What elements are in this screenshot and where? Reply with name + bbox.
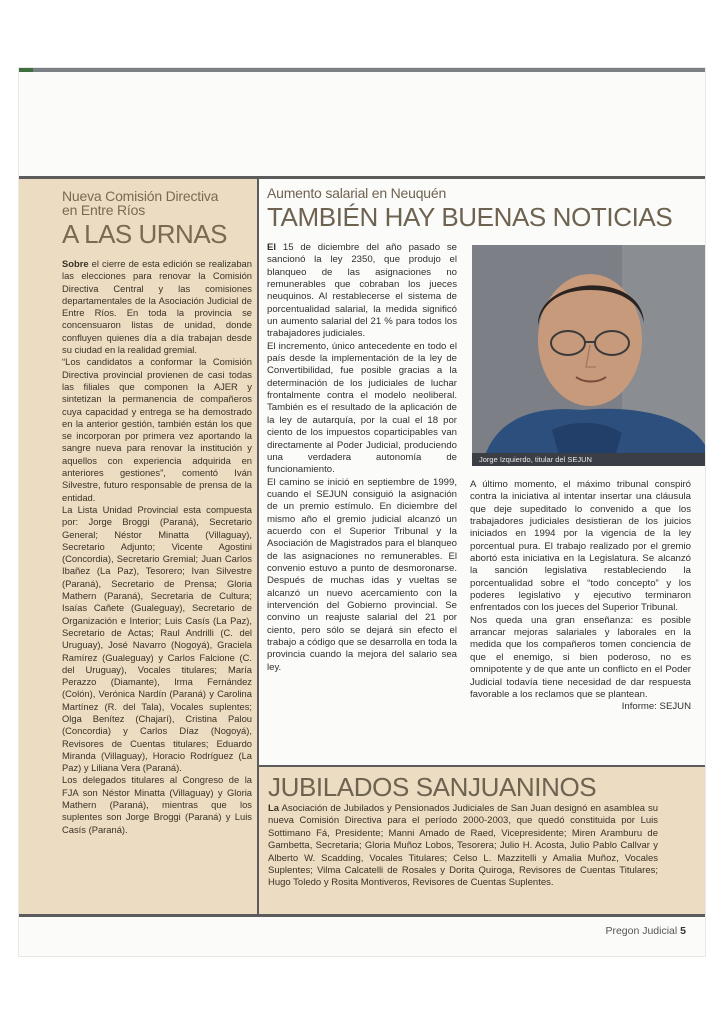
main-paragraph-1 xyxy=(267,242,457,341)
main-headline: TAMBIÉN HAY BUENAS NOTICIAS xyxy=(267,202,673,232)
main-p1-text: 15 de diciembre del año pasado se sancionó la ley 2350, que produjo el blanqueo de las asignaciones no remunerables que cobraban los jueces neuquinos. Al restablecerse el sistema de porcentualidad salarial, la medida significó un aumento salarial del 21 % para todos los trabajadores judiciales. xyxy=(267,242,457,340)
jubilados-lead-word: La xyxy=(268,803,280,814)
page-top-border xyxy=(19,68,705,72)
left-paragraph-2: “Los candidatos a conformar la Comisión Directiva provincial provienen de casi todas las filiales que componen la AJER y sintetizan la permanencia de compañeros cuya capacidad y entrega se ha demostrado en la anterior gestión, también están los que se incorporan por primera vez aportando la sangre nueva para renovar la institución y aquellos con experiencia adquirida en anteriores gestiones”, comentó Iván Silvestre, futuro responsable de prensa de la entidad. xyxy=(62,356,252,503)
main-paragraph-4: A último momento, el máximo tribunal conspiró contra la iniciativa al intentar insertar una cláusula que deje supeditado lo convenido a que los trabajadores judiciales desistieran de los juicios iniciados en 1994 por la vigencia de la ley porcentual pura. El trabajo realizado por el gremio abortó esta iniciativa en la Legislatura. Se alcanzó la sanción legislativa restableciendo la porcentualidad sobre el “todo concepto” y los poderes legislativo y ejecutivo terminaron enfrentados con los jueces del Superior Tribunal. xyxy=(470,479,691,614)
main-paragraph-2: El incremento, único antecedente en todo el país desde la implementación de la ley de Convertibilidad, fue posible gracias a la determinación de los judiciales de luchar frontalmente contra el modelo neoliberal. También es el resultado de la aplicación de la ley de autarquía, por la cual el 18 por ciento de los impuestos coparticipables van directamente al Poder Judicial, produciendo una verdadera autonomía de funcionamiento. xyxy=(267,340,457,476)
jubilados-body xyxy=(268,803,658,890)
left-kicker-line1: Nueva Comisión Directiva xyxy=(62,188,219,204)
left-paragraph-4: Los delegados titulares al Congreso de la FJA son Néstor Minatta (Villaguay) y Gloria Mathern (Paraná), mientras que los suplentes son Jorge Broggi (Paraná) y Luis Casís (Paraná). xyxy=(62,774,252,835)
main-article-column-2 xyxy=(470,479,691,714)
main-article-header xyxy=(267,186,705,231)
left-paragraph-1 xyxy=(62,258,252,356)
left-article xyxy=(19,179,257,914)
photo-caption: Jorge Izquierdo, titular del SEJUN xyxy=(472,453,705,466)
article-credit: Informe: SEJUN xyxy=(621,701,691,713)
left-headline: A LAS URNAS xyxy=(62,219,228,249)
main-paragraph-3: El camino se inició en septiembre de 1999, cuando el SEJUN consiguió la asignación de un premio estímulo. En diciembre del mismo año el gremio judicial alcanzó un acuerdo con el Superior Tribunal y la Asociación de Magistrados para el blanqueo de las asignaciones no remunerables. El convenio estuvo a punto de desmoronarse. Después de muchas idas y vueltas se alcanzó un nuevo acercamiento con la intervención del Gobierno provincial. Se convino un reajuste salarial del 21 por ciento, pero sólo se dejará sin efecto el trabajo a código que se desarrolla en toda la provincia cuando la mejora del salario sea ley. xyxy=(267,476,457,673)
left-paragraph-3: La Lista Unidad Provincial esta compuesta por: Jorge Broggi (Paraná), Secretario General; Néstor Minatta (Villaguay), Secretario Adjunto; Vicente Agostini (Concordia), Secretario Gremial; Juan Carlos Ibañez (La Paz), Tesorero; Ivan Silvestre (Paraná), Secretario de Prensa; Gloria Mathern (Paraná), Secretaria de Cultura; Isaías Cañete (Gualeguay), Secretario de Organización e Interior; Luis Casís (La Paz), Secretario de Actas; Raul Andrilli (C. del Uruguay), José Navarro (Nogoyá), Graciela Ramírez (Gualeguay) y Carlos Falcione (C. del Uruguay), Vocales titulares; María Perazzo (Diamante), Irma Fernández (Colón), Verónica Nardín (Paraná) y Carolina Martínez (R. del Tala), Vocales suplentes; Olga Benítez (Chajarí), Cristina Palou (Concordia) y Carlos Díaz (Nogoyá), Revisores de Cuentas titulares; Eduardo Miranda (Villaguay), Horacio Rodríguez (La Paz) y Liliana Vera (Paraná). xyxy=(62,503,252,774)
jubilados-headline: JUBILADOS SANJUANINOS xyxy=(268,772,597,802)
portrait-illustration xyxy=(472,245,705,466)
magazine-page xyxy=(19,68,705,956)
portrait-photo xyxy=(472,245,705,466)
jubilados-box xyxy=(259,767,705,914)
main-kicker: Aumento salarial en Neuquén xyxy=(267,185,447,201)
bottom-rule xyxy=(19,914,705,917)
page-number: 5 xyxy=(680,925,686,937)
left-kicker-line2: en Entre Ríos xyxy=(62,202,145,218)
left-p1-text: el cierre de esta edición se realizaban las elecciones para renovar la Comisión Directiva Central y las comisiones departamentales de la Asociación Judicial de Entre Ríos. En toda la provincia se concensuaron listas de unidad, donde confluyen quienes día a día trabajan desde su ciudad en la realidad gremial. xyxy=(62,258,252,356)
main-article-column-1 xyxy=(267,242,457,674)
main-paragraph-5: Nos queda una gran enseñanza: es posible arrancar mejoras salariales y laborales en la medida que los compañeros tomen conciencia de que el enemigo, si bien poderoso, no es omnipotente y de que ante un conflicto en el Poder Judicial todavía tiene necesidad de dar respuesta favorable a los reclamos que se plantean. xyxy=(470,614,691,700)
page-footer xyxy=(605,925,686,937)
publication-name: Pregon Judicial xyxy=(605,925,678,937)
jubilados-body-text: Asociación de Jubilados y Pensionados Judiciales de San Juan designó en asamblea su nueva Comisión Directiva para el período 2000-2003, que quedó constituida por Luis Sottimano Fá, Presidente; Manni Amado de Raed, Vicepresidente; Miren Aramburu de Gambetta, Secretaria; Gloria Muñoz Lobos, Tesorera; Julio H. Acosta, Julio Pablo Callvar y Alberto W. Scadding, Vocales Titulares; Celso L. Mazzitelli y Amalia Muñoz, Vocales Suplentes; Vilma Calcatelli de Rosales y Dorita Quiroga, Revisores de Cuentas Titulares; Hugo Toledo y Rosita Montiveros, Revisores de Cuentas Suplentes. xyxy=(268,803,658,889)
left-article-body xyxy=(62,258,252,836)
main-lead-word: El xyxy=(267,242,277,253)
left-lead-word: Sobre xyxy=(62,258,89,269)
